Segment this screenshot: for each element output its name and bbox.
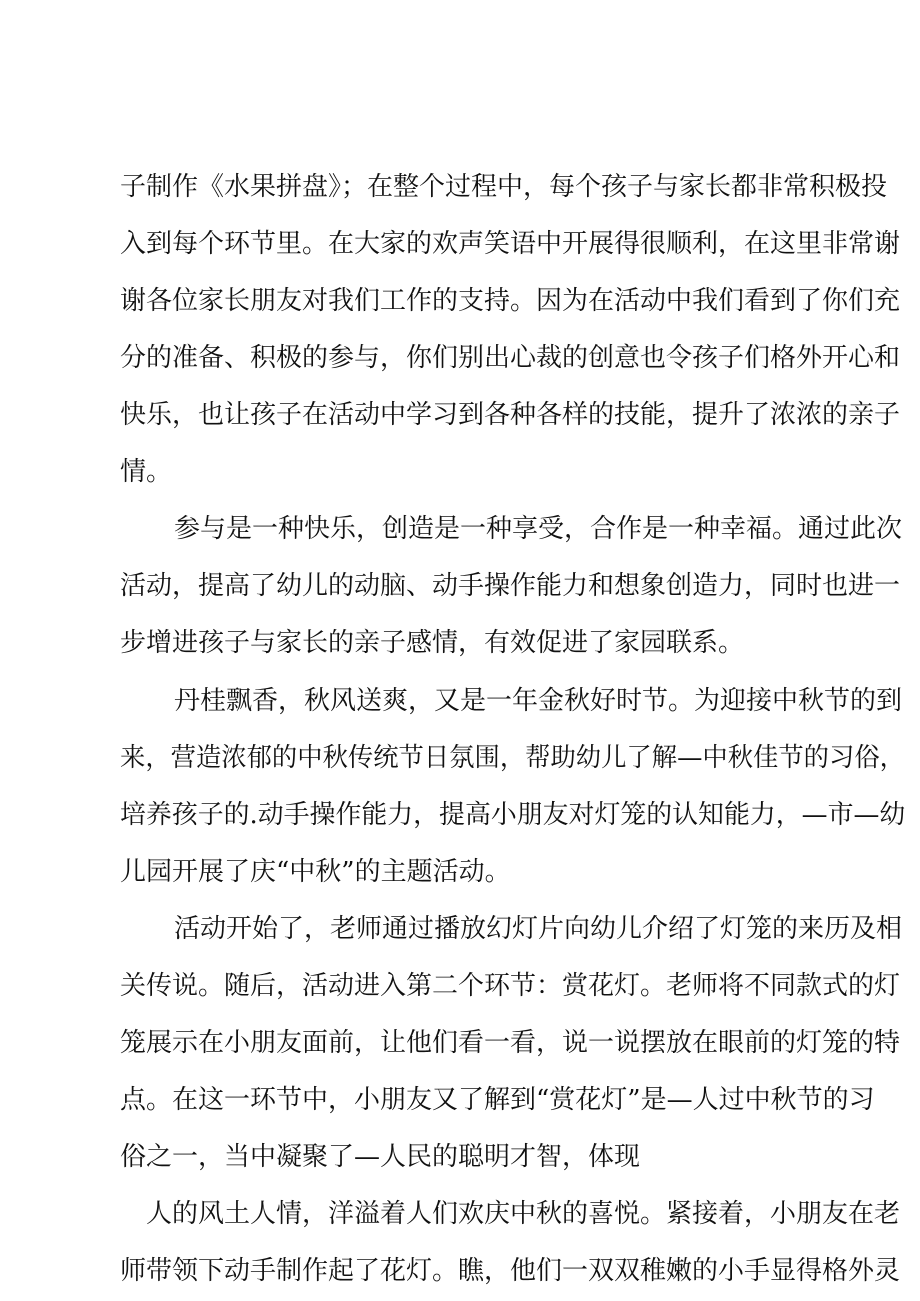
text-line: 活动开始了，老师通过播放幻灯片向幼儿介绍了灯笼的来历及相 bbox=[174, 914, 903, 944]
text-line: 分的准备、积极的参与，你们别出心裁的创意也令孩子们格外开心和 bbox=[120, 343, 901, 373]
text-line: 培养孩子的.动手操作能力，提高小朋友对灯笼的认知能力，—市—幼 bbox=[120, 800, 906, 830]
text-line: 参与是一种快乐，创造是一种享受，合作是一种幸福。通过此次 bbox=[174, 514, 903, 544]
text-line: 步增进孩子与家长的亲子感情，有效促进了家园联系。 bbox=[120, 628, 745, 658]
text-line: 人的风土人情，洋溢着人们欢庆中秋的喜悦。紧接着，小朋友在老 bbox=[146, 1199, 901, 1229]
text-line: 情。 bbox=[120, 457, 173, 487]
text-line: 入到每个环节里。在大家的欢声笑语中开展得很顺利，在这里非常谢 bbox=[120, 229, 901, 259]
text-line: 丹桂飘香，秋风送爽，又是一年金秋好时节。为迎接中秋节的到 bbox=[174, 686, 903, 716]
text-line: 关传说。随后，活动进入第二个环节：赏花灯。老师将不同款式的灯 bbox=[120, 971, 901, 1001]
text-line: 儿园开展了庆“中秋”的主题活动。 bbox=[120, 857, 511, 887]
text-line: 俗之一，当中凝聚了—人民的聪明才智，体现 bbox=[120, 1142, 641, 1172]
text-line: 师带领下动手制作起了花灯。瞧，他们一双双稚嫩的小手显得格外灵 bbox=[120, 1256, 901, 1286]
text-line: 来，营造浓郁的中秋传统节日氛围，帮助幼儿了解—中秋佳节的习俗， bbox=[120, 743, 905, 773]
text-line: 笼展示在小朋友面前，让他们看一看，说一说摆放在眼前的灯笼的特 bbox=[120, 1028, 901, 1058]
text-line: 快乐，也让孩子在活动中学习到各种各样的技能，提升了浓浓的亲子 bbox=[120, 400, 901, 430]
text-line: 点。在这一环节中，小朋友又了解到“赏花灯”是—人过中秋节的习 bbox=[120, 1085, 875, 1115]
text-line: 谢各位家长朋友对我们工作的支持。因为在活动中我们看到了你们充 bbox=[120, 286, 901, 316]
text-line: 子制作《水果拼盘》；在整个过程中，每个孩子与家长都非常积极投 bbox=[120, 172, 888, 202]
text-line: 活动，提高了幼儿的动脑、动手操作能力和想象创造力，同时也进一 bbox=[120, 571, 901, 601]
